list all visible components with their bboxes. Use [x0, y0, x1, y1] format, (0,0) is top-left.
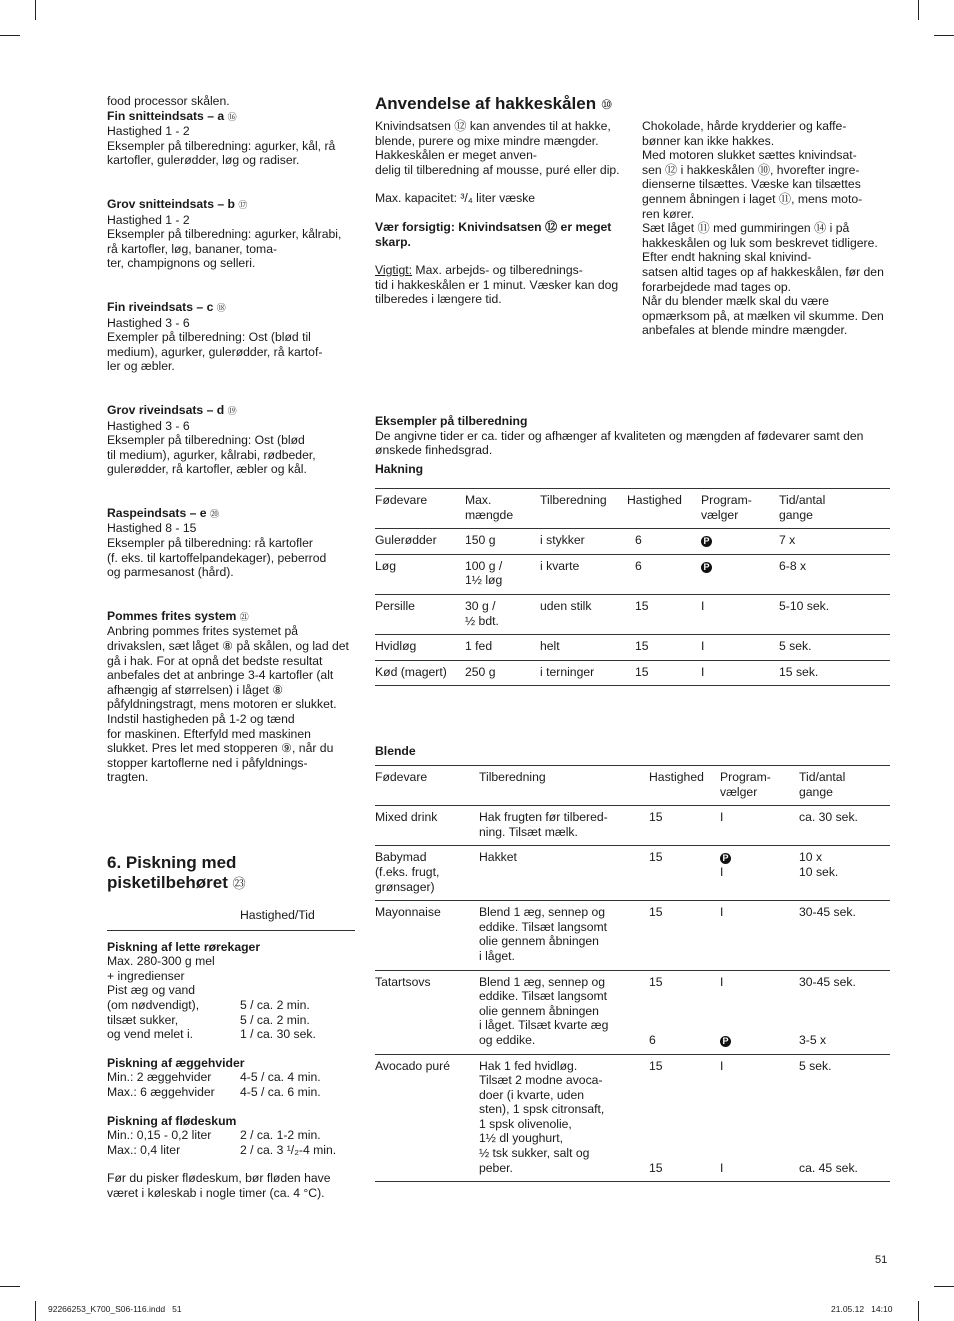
crop-mark [918, 1301, 919, 1321]
attachment-title: Fin snitteindsats – a [107, 108, 225, 123]
hakning-table [375, 488, 890, 686]
hakkeskaal-title-text: Anvendelse af hakkeskålen [375, 94, 597, 113]
piskning-row-value: 4-5 / ca. 4 min. [240, 1070, 321, 1085]
piskning-row [107, 983, 355, 998]
table-cell: 6 [635, 533, 642, 548]
piskning-row [107, 1070, 355, 1085]
table-cell: Gulerødder [375, 533, 437, 548]
table-cell: I I [720, 1058, 724, 1175]
table-cell: Blend 1 æg, sennep og eddike. Tilsæt langsomt olie gennem åbningen i låget. Tilsæt kvarte æg og eddike. [479, 974, 609, 1047]
table-row [375, 1054, 890, 1182]
table-header-cell: Fødevare [375, 770, 428, 784]
table-row [375, 554, 890, 594]
piskning-row-label: tilsæt sukker, [107, 1012, 179, 1027]
table-cell: Hak 1 fed hvidløg. Tilsæt 2 modne avoca- doer (i kvarte, uden sten), 1 spsk citronsaft, 1 spsk olivenolie, 1½ dl youghurt, ½ tsk sukker, salt og peber. [479, 1058, 605, 1175]
attachment-section [107, 403, 355, 477]
table-cell: Hak frugten før tilbered- ning. Tilsæt mælk. [479, 810, 608, 839]
hakning-title: Hakning [375, 461, 424, 476]
table-cell: Mixed drink [375, 810, 438, 825]
hakkeskaal-title [375, 94, 613, 115]
table-cell: i kvarte [540, 558, 580, 573]
table-cell: helt [540, 639, 560, 654]
crop-mark [918, 0, 919, 20]
attachment-title: Fin riveindsats – c [107, 299, 214, 314]
hakkeskaal-intro: Knivindsatsen ⑫ kan anvendes til at hakke, blende, purere og mixe mindre mængder. Hakkeskålen er meget anven- delig til tilberedning af mousse, puré eller dip. [375, 119, 620, 177]
piskning-row [107, 954, 355, 969]
attachment-body: Hastighed 8 - 15 Eksempler på tilberedning: rå kartofler (f. eks. til kartoffelpandekager), peberrod og parmesanost (hård). [107, 521, 327, 580]
piskning-row-value: 2 / ca. 1-2 min. [240, 1128, 321, 1143]
attachment-heading [107, 609, 355, 625]
table-cell: 30-45 sek. 3-5 x [799, 974, 856, 1047]
attachment-heading [107, 109, 355, 125]
table-cell: 7 x [779, 533, 796, 548]
attachment-section [107, 300, 355, 374]
crop-mark [0, 35, 20, 36]
attachment-section [107, 197, 355, 271]
program-p-icon: P [720, 853, 731, 864]
piskning-b3-title: Piskning af flødeskum [107, 1113, 237, 1128]
table-header-cell: Hastighed [649, 770, 704, 784]
table-header-row [375, 489, 890, 529]
attachment-heading [107, 403, 355, 419]
attachment-num: ⑰ [238, 199, 248, 210]
crop-mark [934, 35, 954, 36]
crop-mark [934, 1286, 954, 1287]
table-cell: Babymad (f.eks. frugt, grønsager) [375, 850, 440, 894]
max-capacity: Max. kapacitet: ³/₄ liter væske [375, 191, 536, 206]
vigtigt-label: Vigtigt: [375, 263, 413, 278]
table-cell: Mayonnaise [375, 905, 441, 920]
table-row [375, 970, 890, 1054]
table-cell: 15 [649, 905, 663, 920]
table-cell: 15 6 [649, 974, 663, 1047]
table-row [375, 846, 890, 901]
attachment-section [107, 609, 355, 785]
table-cell: Hvidløg [375, 639, 417, 654]
piskning-title-line1: 6. Piskning med [107, 853, 237, 872]
table-cell: 15 [649, 850, 663, 865]
table-cell: 10 x 10 sek. [799, 850, 839, 879]
table-header-cell: Tid/antal gange [799, 770, 846, 799]
examples-body: De angivne tider er ca. tider og afhænger af kvaliteten og mængden af fødevarer samt den ønskede finhedsgrad. [375, 428, 864, 458]
table-cell: 6-8 x [779, 558, 807, 573]
piskning-row [107, 998, 355, 1013]
piskning-row-value: 2 / ca. 3 ¹/₂-4 min. [240, 1142, 337, 1157]
table-cell: i terninger [540, 664, 595, 679]
piskning-title-line2: pisketilbehøret [107, 873, 228, 892]
piskning-row-label: (om nødvendigt), [107, 997, 200, 1012]
piskning-row-label: Max. 280-300 g mel [107, 954, 215, 969]
piskning-row [107, 1128, 355, 1143]
attachment-num: ㉑ [239, 611, 249, 622]
crop-mark [0, 1286, 20, 1287]
piskning-title [107, 853, 355, 894]
table-cell: 150 g [465, 533, 496, 548]
table-header-cell: Hastighed [627, 493, 682, 507]
table-row [375, 635, 890, 661]
piskning-row-value: 4-5 / ca. 6 min. [240, 1084, 321, 1099]
examples-section [375, 414, 890, 476]
table-cell: I [701, 664, 705, 679]
attachment-title: Pommes frites system [107, 608, 237, 623]
attachment-section [107, 109, 355, 168]
table-cell: 15 [635, 664, 649, 679]
table-cell: I P [720, 970, 799, 1054]
program-p-icon: P [720, 1036, 731, 1047]
attachment-body: Hastighed 1 - 2 Eksempler på tilberedning: agurker, kålrabi, rå kartofler, løg, bananer, toma- ter, champignons og selleri. [107, 212, 342, 271]
crop-mark [35, 1301, 36, 1321]
table-cell: 5 sek. [779, 639, 812, 654]
table-cell: Kød (magert) [375, 664, 447, 679]
table-cell: Blend 1 æg, sennep og eddike. Tilsæt langsomt olie gennem åbningen i låget. [479, 905, 608, 963]
table-cell: 30-45 sek. [799, 905, 856, 920]
table-cell: 15 [635, 598, 649, 613]
piskning-row-label: Max.: 6 æggehvider [107, 1084, 215, 1099]
table-cell: Hakket [479, 850, 517, 865]
table-row [375, 660, 890, 686]
table-header-cell: Tid/antal gange [779, 493, 826, 522]
piskning-row-label: Min.: 0,15 - 0,2 liter [107, 1128, 212, 1143]
table-cell: I [720, 810, 724, 825]
program-p-icon: P [701, 562, 712, 573]
table-cell: 15 sek. [779, 664, 819, 679]
table-header-cell: Tilberedning [540, 493, 607, 507]
table-cell: 5-10 sek. [779, 598, 830, 613]
hakkeskaal-col2: Chokolade, hårde krydderier og kaffe- bønner kan ikke hakkes. Med motoren slukket sættes knivindsat- sen ⑫ i hakkeskålen ⑩, hvorefter ingre- dienserne tilsættes. Væske kan tilsættes gennem åbningen i laget ⑪, mens moto- ren kører. Sæt låget ⑪ med gummiringen ⑭ i på hakkeskålen og luk som beskrevet tidligere. Efter endt hakning skal knivind- satsen altid tages op af hakkeskålen, før den forarbejdede mad tages op. Når du blender mælk skal du være opmærksom på, at mælken vil skumme. Den anbefales at blende mindre mængder. [642, 119, 884, 338]
table-cell [701, 554, 779, 594]
hakkeskaal-col1 [375, 119, 623, 307]
examples-title: Eksempler på tilberedning [375, 414, 528, 428]
attachment-title: Raspeindsats – e [107, 505, 207, 520]
blende-table [375, 765, 890, 1182]
piskning-section [107, 853, 355, 1201]
attachment-num: ⑱ [216, 302, 226, 313]
table-row [375, 529, 890, 555]
piskning-row [107, 1013, 355, 1028]
table-cell: 15 [649, 810, 663, 825]
attachment-heading [107, 197, 355, 213]
piskning-row [107, 1085, 355, 1100]
table-header-cell: Program- vælger [720, 770, 771, 799]
table-cell: I [720, 905, 724, 920]
piskning-col-header: Hastighed/Tid [107, 908, 355, 931]
warning-text: Vær forsigtig: Knivindsatsen ⑫ er meget skarp. [375, 219, 612, 249]
attachment-title: Grov riveindsats – d [107, 402, 225, 417]
piskning-b1-rows [107, 954, 355, 1042]
piskning-note: Før du pisker flødeskum, bør fløden have været i køleskab i nogle timer (ca. 4 °C). [107, 1171, 331, 1200]
piskning-row [107, 1027, 355, 1042]
table-header-cell: Tilberedning [479, 770, 546, 784]
table-cell: uden stilk [540, 598, 592, 613]
table-cell [701, 529, 779, 555]
piskning-row-label: + ingredienser [107, 968, 185, 983]
table-header-cell: Fødevare [375, 493, 428, 507]
table-cell: 250 g [465, 664, 496, 679]
table-cell: I [701, 639, 705, 654]
attachment-body: Anbring pommes frites systemet på drivakslen, sæt låget ⑧ på skålen, og lad det gå i hak. For at opnå det bedste resultat anbefales det at anbringe 3-4 kartofler (alt afhængig af størrelsen) i låget ⑧ påfyldningstragt, mens motoren er slukket. Indstil hastigheden på 1-2 og tænd for maskinen. Efterfyld med maskinen slukket. Pres let med stopperen ⑨, når du stopper kartoflerne ned i påfyldnings- tragten. [107, 624, 349, 785]
vigtigt-body: Max. arbejds- og tilberednings- tid i hakkeskålen er 1 minut. Væsker kan dog tilberedes i længere tid. [375, 263, 619, 307]
table-cell: Løg [375, 558, 397, 573]
piskning-b1-title: Piskning af lette rørekager [107, 939, 261, 954]
attachment-num: ⑳ [209, 508, 219, 519]
piskning-b2-rows [107, 1070, 355, 1099]
attachment-num: ⑯ [227, 111, 237, 122]
table-row [375, 901, 890, 970]
table-cell: 6 [635, 558, 642, 573]
table-header-row [375, 766, 890, 806]
table-cell: Avocado puré [375, 1058, 450, 1073]
table-cell: ca. 30 sek. [799, 810, 858, 825]
table-cell: I [701, 598, 705, 613]
attachment-body: Hastighed 3 - 6 Eksempler på tilberedning: Ost (blød til medium), agurker, kålrabi, rødbeder, gulerødder, rå kartofler, æbler og kål. [107, 418, 316, 477]
program-p-icon: P [701, 536, 712, 547]
attachment-title: Grov snitteindsats – b [107, 196, 235, 211]
table-row [375, 806, 890, 846]
left-column [107, 94, 355, 785]
crop-mark [35, 0, 36, 20]
piskning-row-value: 5 / ca. 2 min. [240, 997, 310, 1012]
piskning-row-label: Max.: 0,4 liter [107, 1142, 181, 1157]
footer-left: 92266253_K700_S06-116.indd 51 [48, 1304, 182, 1314]
piskning-row-label: Pist æg og vand [107, 983, 196, 998]
attachment-body: Hastighed 3 - 6 Exempler på tilberedning: Ost (blød til medium), agurker, gulerødder, rå kartof- ler og æbler. [107, 315, 323, 374]
table-cell: i stykker [540, 533, 585, 548]
piskning-row-value: 1 / ca. 30 sek. [240, 1027, 316, 1042]
piskning-row-label: og vend melet i. [107, 1027, 194, 1042]
attachment-section [107, 506, 355, 580]
table-cell: 30 g / ½ bdt. [465, 598, 499, 628]
piskning-title-num: ㉓ [232, 876, 246, 891]
page-number: 51 [875, 1254, 888, 1266]
table-cell: 5 sek. ca. 45 sek. [799, 1058, 858, 1175]
table-header-cell: Program- vælger [701, 493, 752, 522]
table-header-cell: Max. mængde [465, 493, 514, 522]
attachment-num: ⑲ [227, 405, 237, 416]
attachment-sections [107, 109, 355, 785]
table-cell: 15 15 [649, 1058, 663, 1175]
intro-text: food processor skålen. [107, 94, 230, 108]
table-cell: 1 fed [465, 639, 493, 654]
vigtigt-text [375, 263, 623, 307]
table-cell: 100 g / 1½ løg [465, 558, 503, 588]
table-row [375, 594, 890, 634]
attachment-body: Hastighed 1 - 2 Eksempler på tilberedning: agurker, kål, rå kartofler, gulerødder, løg og radiser. [107, 124, 336, 168]
piskning-row [107, 1143, 355, 1158]
attachment-heading [107, 506, 355, 522]
table-cell: 15 [635, 639, 649, 654]
footer-right: 21.05.12 14:10 [831, 1304, 893, 1314]
piskning-row-label: Min.: 2 æggehvider [107, 1070, 212, 1085]
piskning-row-value: 5 / ca. 2 min. [240, 1012, 310, 1027]
table-cell: Tatartsovs [375, 974, 431, 989]
piskning-row [107, 969, 355, 984]
table-cell: P I [720, 846, 799, 901]
hakkeskaal-title-num: ⑩ [600, 97, 613, 112]
piskning-b3-rows [107, 1128, 355, 1157]
attachment-heading [107, 300, 355, 316]
table-cell: Persille [375, 598, 415, 613]
piskning-b2-title: Piskning af æggehvider [107, 1055, 245, 1070]
blende-title: Blende [375, 744, 416, 758]
